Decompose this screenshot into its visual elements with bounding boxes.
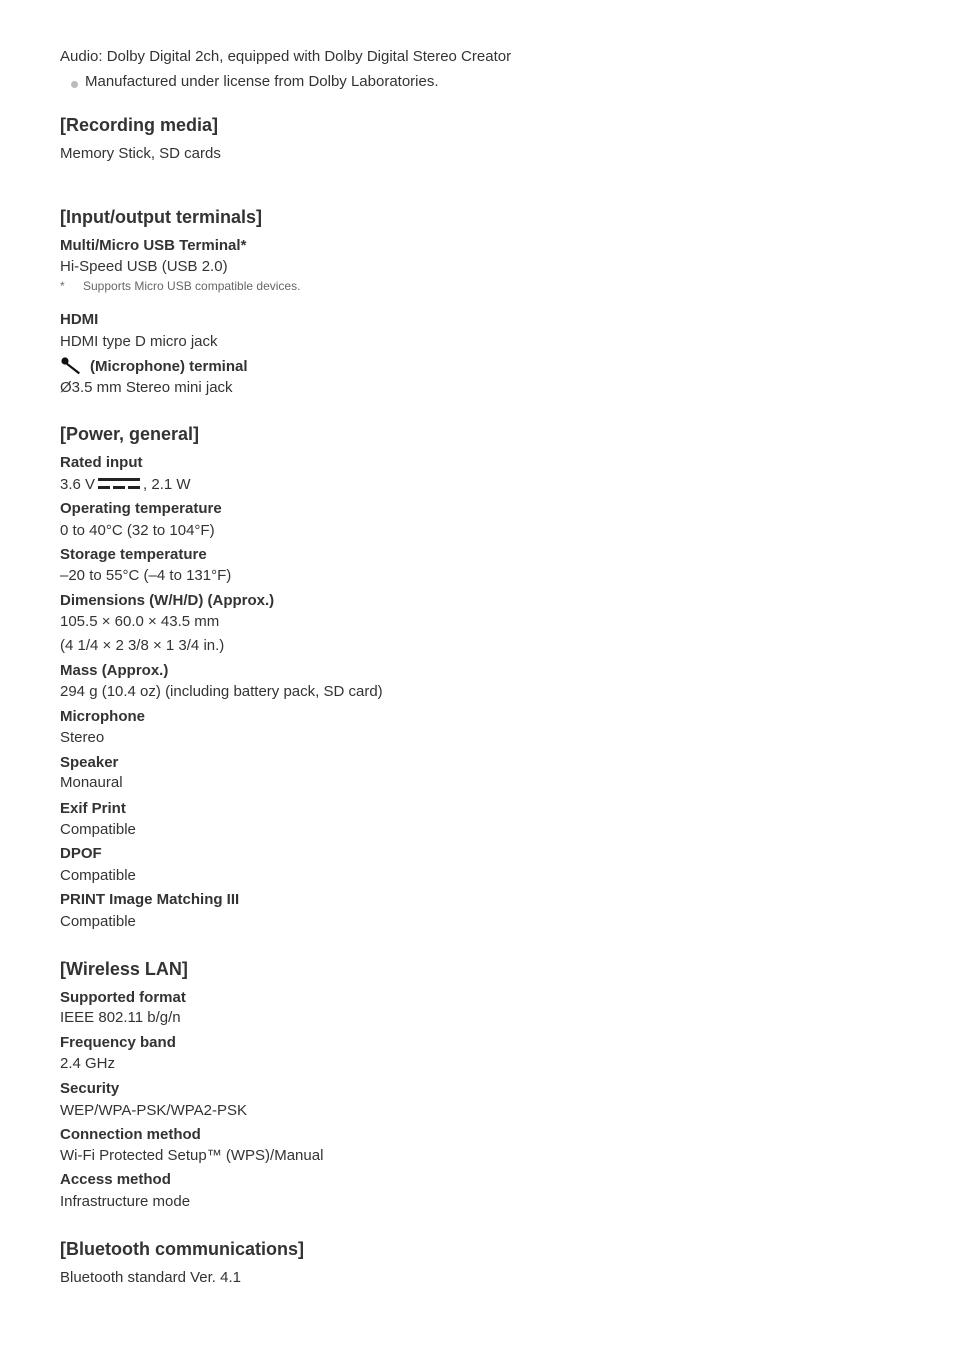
- rated-input-label: Rated input: [60, 454, 143, 471]
- dimensions-label: Dimensions (W/H/D) (Approx.): [60, 592, 275, 609]
- operating-temp-value: 0 to 40°C (32 to 104°F): [60, 522, 215, 539]
- rated-input-voltage: 3.6 V: [60, 476, 96, 493]
- mass-value: 294 g (10.4 oz) (including battery pack, SD card): [60, 683, 383, 700]
- supported-format-value: IEEE 802.11 b/g/n: [60, 1009, 181, 1026]
- speaker-label: Speaker: [60, 754, 119, 771]
- hdmi-value: HDMI type D micro jack: [60, 333, 218, 350]
- recording-media-value: Memory Stick, SD cards: [60, 145, 221, 162]
- bullet-dot-icon: [71, 81, 78, 88]
- microphone-terminal-label: (Microphone) terminal: [90, 358, 248, 375]
- microphone-label: Microphone: [60, 708, 145, 725]
- exif-print-label: Exif Print: [60, 800, 126, 817]
- supported-format-label: Supported format: [60, 989, 186, 1006]
- speaker-value: Monaural: [60, 774, 123, 791]
- bluetooth-value: Bluetooth standard Ver. 4.1: [60, 1269, 241, 1286]
- audio-line: Audio: Dolby Digital 2ch, equipped with Dolby Digital Stereo Creator: [60, 48, 512, 65]
- io-terminals-heading: [Input/output terminals]: [60, 207, 262, 227]
- footnote-mark: *: [60, 279, 65, 293]
- bluetooth-heading: [Bluetooth communications]: [60, 1239, 304, 1259]
- dolby-bullet-item: [60, 73, 560, 91]
- mass-label: Mass (Approx.): [60, 662, 169, 679]
- dpof-label: DPOF: [60, 845, 102, 862]
- wireless-lan-heading: [Wireless LAN]: [60, 959, 188, 979]
- access-method-value: Infrastructure mode: [60, 1193, 191, 1210]
- usb-footnote: [60, 279, 460, 293]
- hdmi-label: HDMI: [60, 311, 99, 328]
- power-general-heading: [Power, general]: [60, 424, 200, 444]
- usb-terminal-label: Multi/Micro USB Terminal*: [60, 237, 247, 254]
- dpof-value: Compatible: [60, 867, 136, 884]
- storage-temp-label: Storage temperature: [60, 546, 207, 563]
- recording-media-heading: [Recording media]: [60, 115, 219, 135]
- print-image-matching-value: Compatible: [60, 913, 136, 930]
- microphone-value: Stereo: [60, 729, 105, 746]
- dimensions-in: (4 1/4 × 2 3/8 × 1 3/4 in.): [60, 637, 225, 654]
- footnote-text: Supports Micro USB compatible devices.: [83, 279, 301, 293]
- access-method-label: Access method: [60, 1171, 171, 1188]
- exif-print-value: Compatible: [60, 821, 136, 838]
- microphone-terminal-label-row: [60, 357, 248, 376]
- rated-input-value: [60, 476, 191, 494]
- connection-method-value: Wi-Fi Protected Setup™ (WPS)/Manual: [60, 1147, 324, 1164]
- rated-input-power: , 2.1 W: [143, 476, 191, 493]
- dc-power-symbol-icon: [98, 477, 140, 491]
- connection-method-label: Connection method: [60, 1126, 201, 1143]
- frequency-band-value: 2.4 GHz: [60, 1055, 116, 1072]
- microphone-terminal-value: Ø3.5 mm Stereo mini jack: [60, 379, 233, 396]
- operating-temp-label: Operating temperature: [60, 500, 222, 517]
- print-image-matching-label: PRINT Image Matching III: [60, 891, 240, 908]
- storage-temp-value: –20 to 55°C (–4 to 131°F): [60, 567, 232, 584]
- security-label: Security: [60, 1080, 120, 1097]
- dimensions-mm: 105.5 × 60.0 × 43.5 mm: [60, 613, 220, 630]
- usb-terminal-value: Hi-Speed USB (USB 2.0): [60, 258, 228, 275]
- security-value: WEP/WPA-PSK/WPA2-PSK: [60, 1102, 247, 1119]
- frequency-band-label: Frequency band: [60, 1034, 176, 1051]
- dolby-bullet-text: Manufactured under license from Dolby Laboratories.: [85, 73, 439, 90]
- microphone-icon: [60, 357, 82, 375]
